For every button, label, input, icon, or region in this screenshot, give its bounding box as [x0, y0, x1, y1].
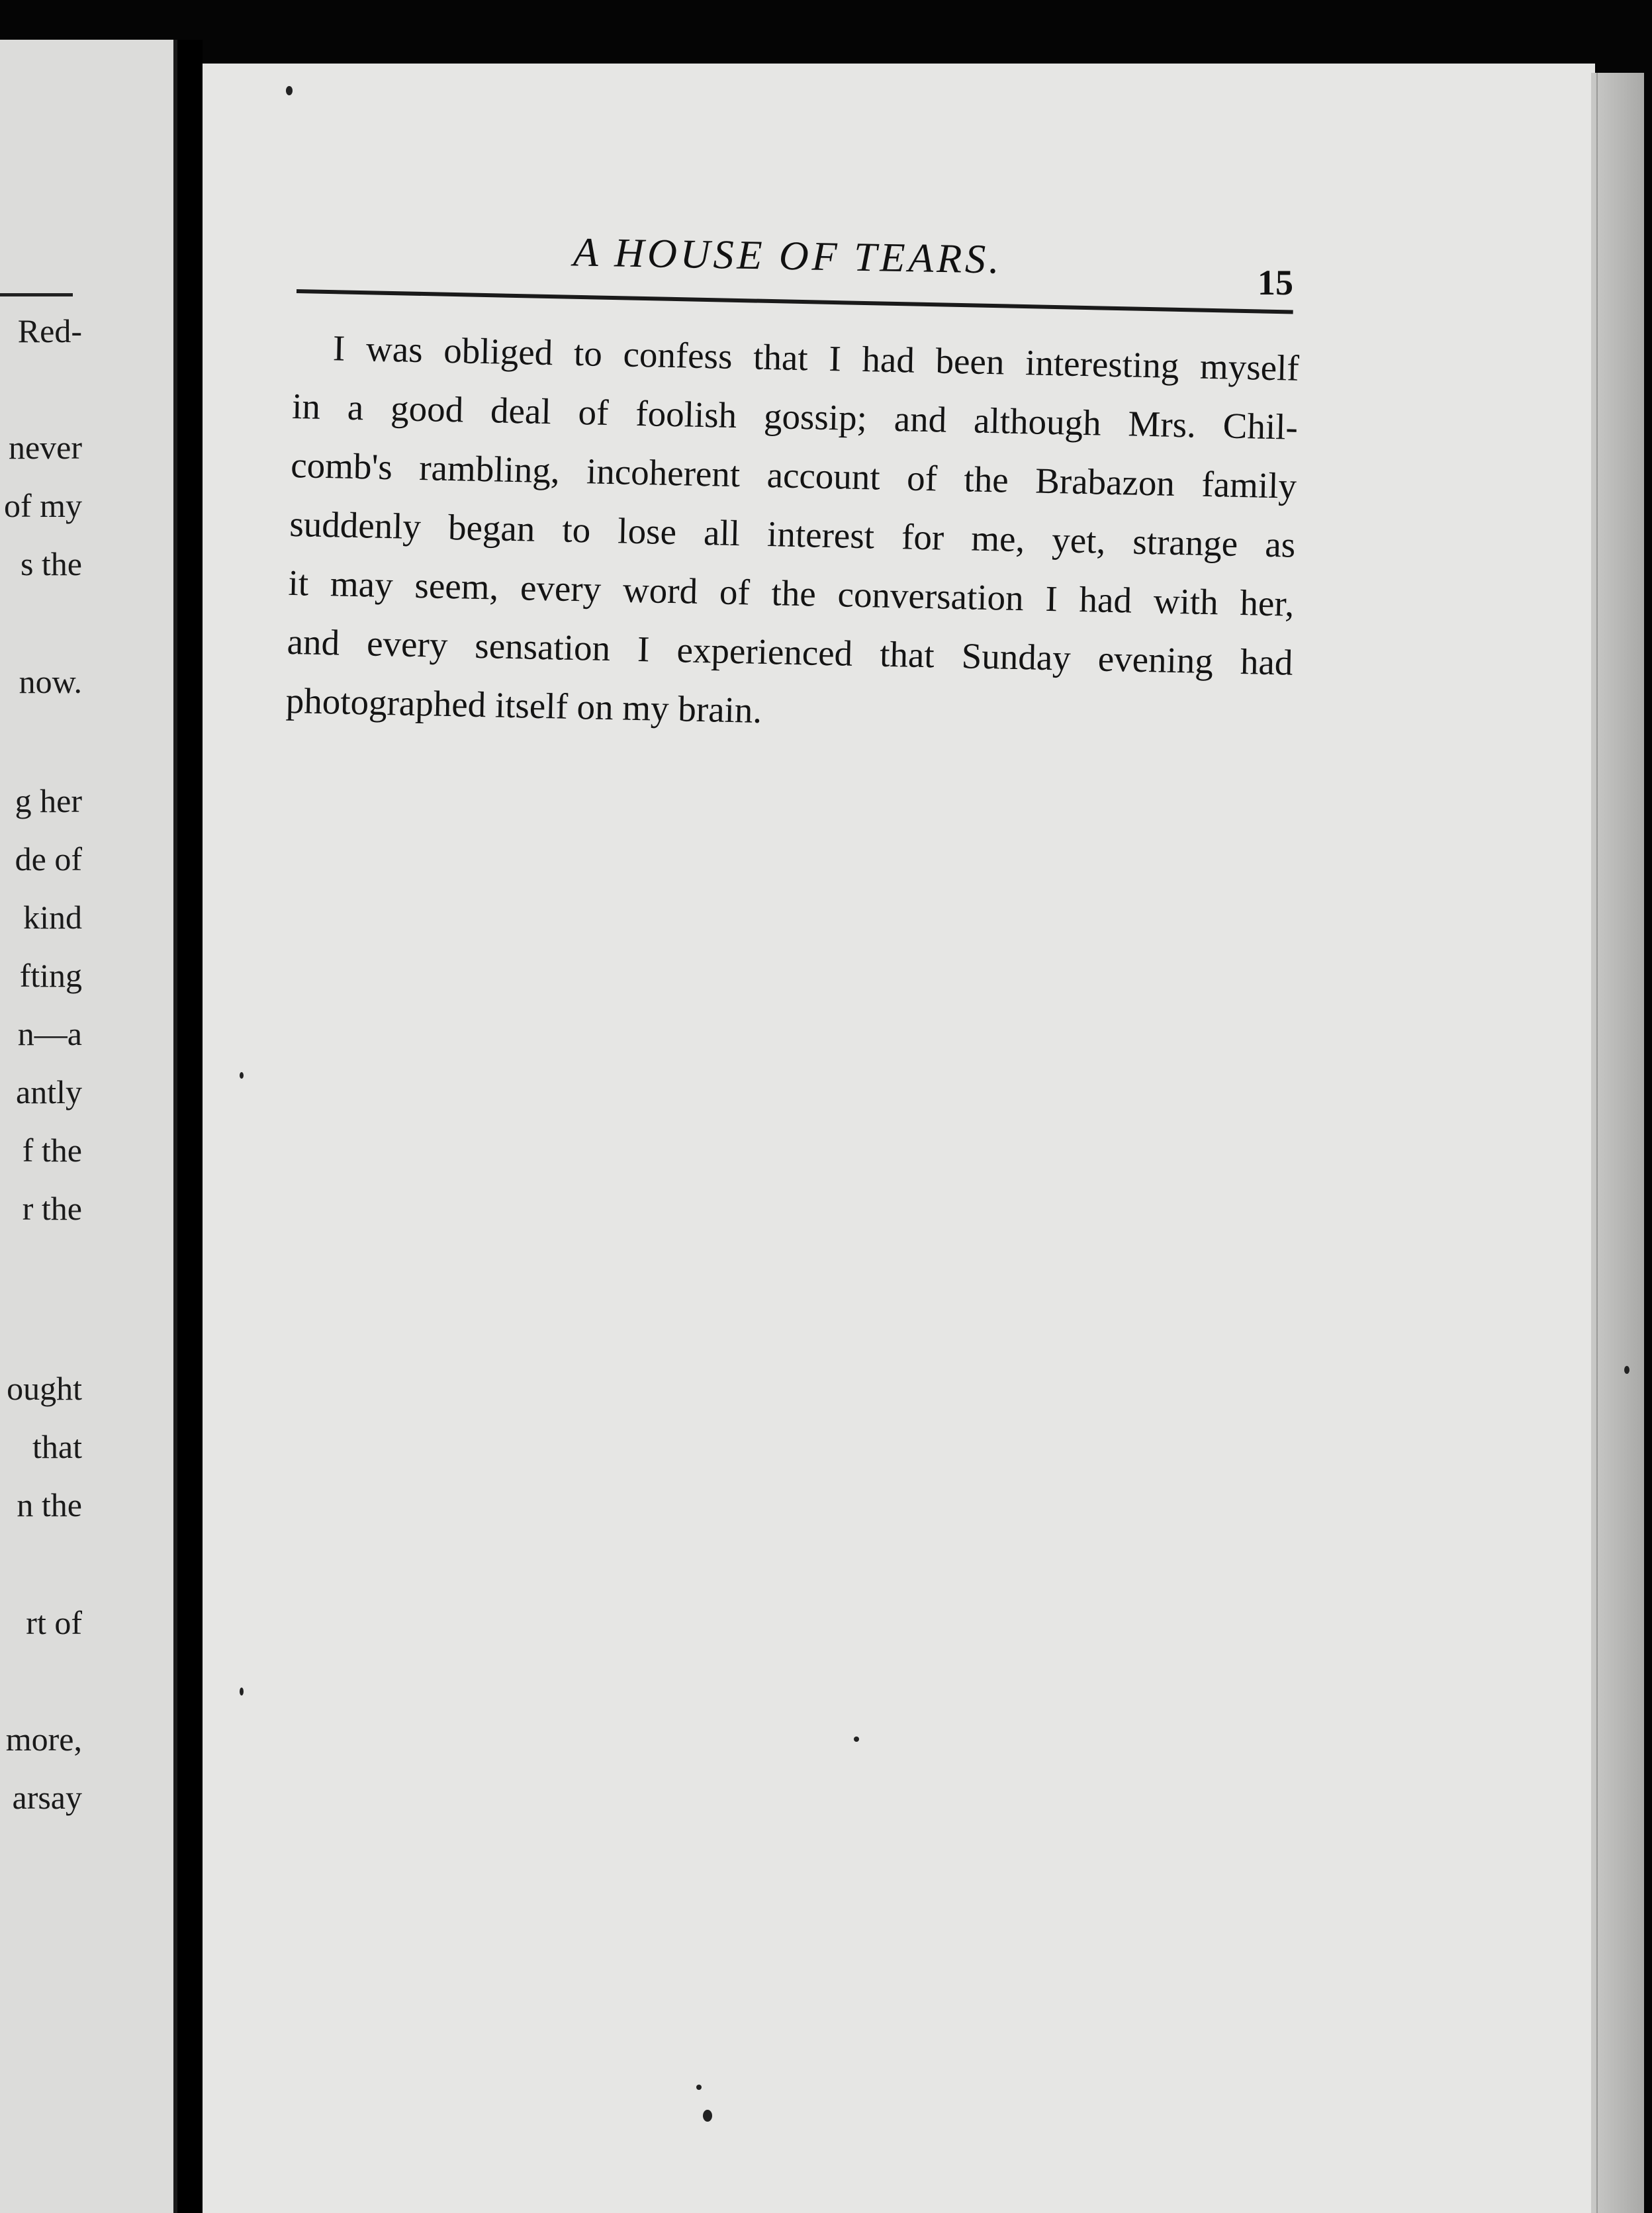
left-page-rule	[0, 293, 73, 296]
left-page-line: de of	[15, 840, 82, 878]
page-edge-stack	[1591, 73, 1644, 2213]
text-line: it may seem, every word of the conversation I had with her,	[287, 562, 1295, 624]
left-page-line: now.	[19, 663, 82, 700]
scan-speck	[703, 2110, 712, 2122]
left-page-line: antly	[16, 1073, 82, 1110]
scan-speck	[286, 86, 293, 95]
text-line: in a good deal of foolish gossip; and although Mrs. Chil-	[291, 385, 1299, 447]
left-page-line: s the	[20, 545, 82, 582]
left-page-line: r the	[22, 1190, 82, 1227]
left-page-line: g her	[15, 782, 82, 819]
left-page-line: n—a	[17, 1015, 82, 1052]
text-line: photographed itself on my brain.	[285, 680, 762, 731]
left-page-line: ought	[7, 1370, 82, 1407]
left-page-fragment	[0, 40, 177, 2213]
left-page-line: more,	[5, 1721, 82, 1758]
left-page-line: f the	[22, 1132, 82, 1169]
text-line: and every sensation I experienced that Sunday evening had	[287, 621, 1294, 683]
page-number: 15	[1258, 263, 1293, 302]
left-page-line: arsay	[12, 1779, 82, 1816]
body-paragraph	[285, 318, 1300, 751]
left-page-line: never	[8, 429, 82, 466]
left-page-line: fting	[19, 957, 82, 994]
left-page-line: Red-	[17, 312, 82, 349]
text-line: suddenly began to lose all interest for me, yet, strange as	[289, 503, 1296, 565]
book-gutter	[177, 40, 203, 2213]
scan-speck	[1624, 1366, 1629, 1374]
left-page-line: rt of	[26, 1604, 82, 1641]
running-head-title: A HOUSE OF TEARS.	[573, 230, 1003, 283]
scan-speck	[854, 1737, 859, 1742]
left-page-line: kind	[23, 899, 82, 936]
left-page-line: that	[32, 1428, 82, 1465]
scan-speck	[240, 1072, 244, 1079]
left-page-line: n the	[17, 1486, 82, 1523]
scan-speck	[696, 2085, 702, 2090]
running-head	[291, 230, 1297, 302]
scan-speck	[240, 1688, 244, 1695]
text-line: I was obliged to confess that I had been interesting myself	[332, 328, 1300, 388]
left-page-line: of my	[3, 487, 82, 524]
text-line: comb's rambling, incoherent account of the Brabazon family	[290, 444, 1297, 506]
